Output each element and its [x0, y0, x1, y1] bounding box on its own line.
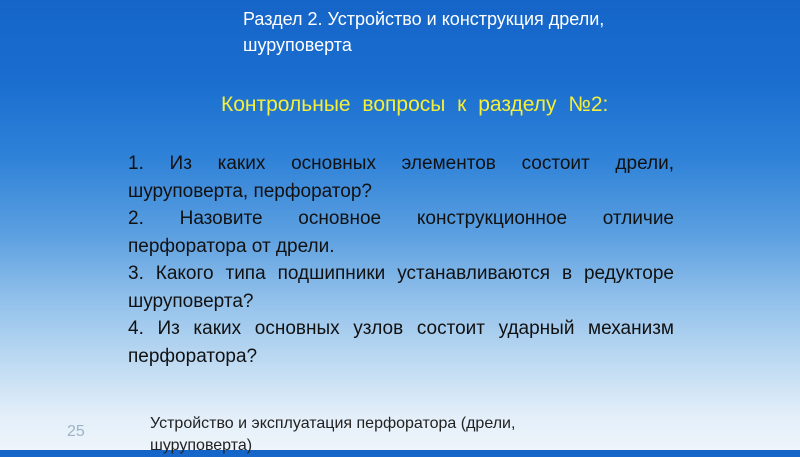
question-item-4: 4. Из каких основных узлов состоит ударный механизм перфоратора? [128, 318, 674, 367]
questions-heading: Контрольные вопросы к разделу №2: [221, 93, 609, 116]
page-number: 25 [67, 423, 85, 440]
footer-caption: Устройство и эксплуатация перфоратора (дрели, шуруповерта) [150, 415, 516, 454]
section-title: Раздел 2. Устройство и конструкция дрели, шуруповерта [243, 9, 605, 55]
question-item-2: 2. Назовите основное конструкционное отличие перфоратора от дрели. [128, 208, 674, 257]
question-item-3: 3. Какого типа подшипники устанавливаются в редукторе шуруповерта? [128, 263, 674, 312]
questions-list [128, 150, 674, 370]
question-item-1: 1. Из каких основных элементов состоит дрели, шуруповерта, перфоратор? [128, 153, 674, 202]
